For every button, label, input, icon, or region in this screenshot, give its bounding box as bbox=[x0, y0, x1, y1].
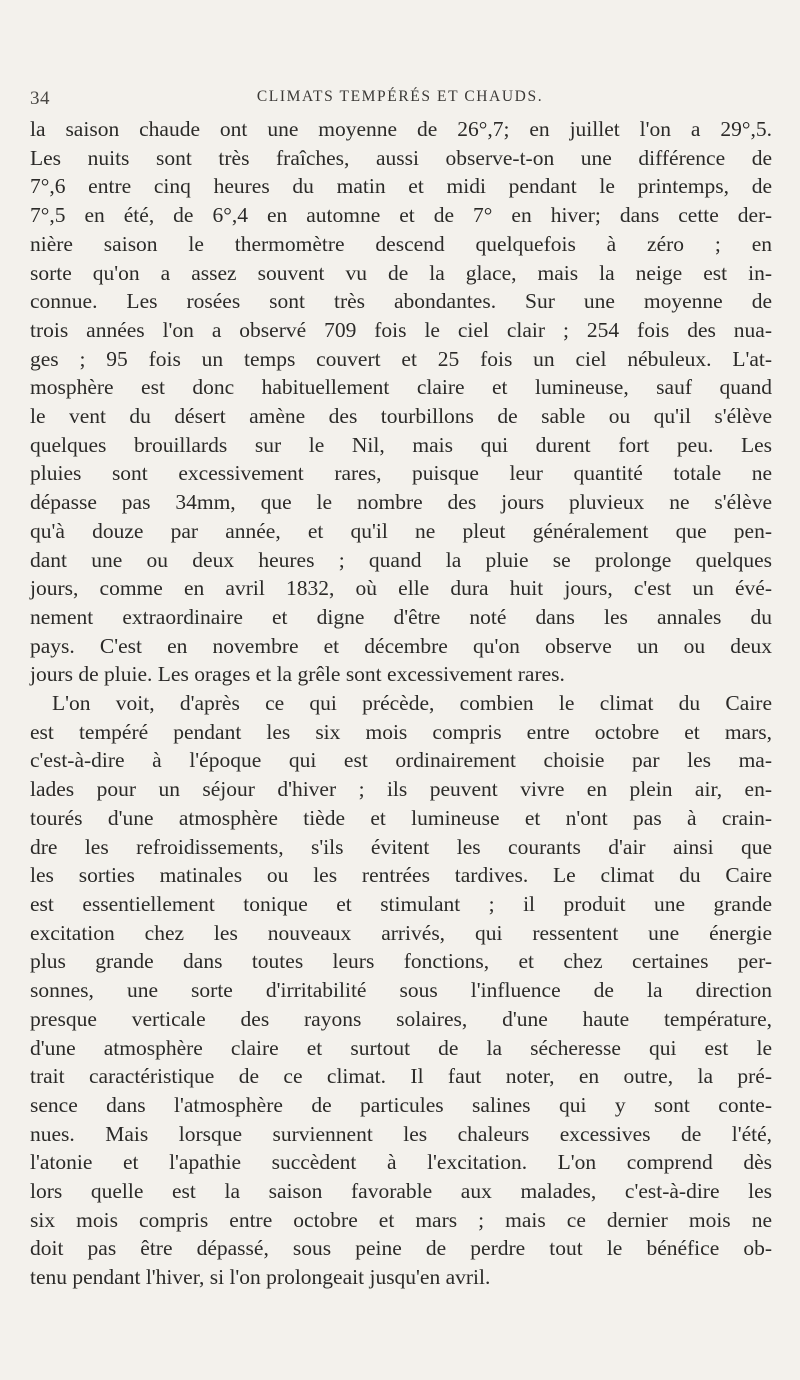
paragraph bbox=[30, 689, 772, 1292]
text-line: L'on voit, d'après ce qui précède, combien le climat du Caire bbox=[52, 691, 772, 716]
text-line: dépasse pas 34mm, que le nombre des jours pluvieux ne s'élève bbox=[30, 490, 772, 515]
text-line: pluies sont excessivement rares, puisque leur quantité totale ne bbox=[30, 461, 772, 486]
text-line: sonnes, une sorte d'irritabilité sous l'influence de la direction bbox=[30, 978, 772, 1003]
text-line: tenu pendant l'hiver, si l'on prolongeait jusqu'en avril. bbox=[30, 1265, 491, 1290]
text-line: sence dans l'atmosphère de particules salines qui y sont conte- bbox=[30, 1092, 772, 1117]
text-line: quelques brouillards sur le Nil, mais qui durent fort peu. Les bbox=[30, 432, 772, 457]
text-line: dant une ou deux heures ; quand la pluie se prolonge quelques bbox=[30, 547, 772, 572]
text-line: nière saison le thermomètre descend quelquefois à zéro ; en bbox=[30, 231, 772, 256]
text-line: 7°,5 en été, de 6°,4 en automne et de 7° en hiver; dans cette der- bbox=[30, 203, 772, 228]
text-line: nues. Mais lorsque surviennent les chaleurs excessives de l'été, bbox=[30, 1121, 772, 1146]
text-line: presque verticale des rayons solaires, d'une haute température, bbox=[30, 1006, 772, 1031]
text-line: jours de pluie. Les orages et la grêle sont excessivement rares. bbox=[30, 662, 565, 687]
text-line: qu'à douze par année, et qu'il ne pleut généralement que pen- bbox=[30, 518, 772, 543]
text-line: la saison chaude ont une moyenne de 26°,7; en juillet l'on a 29°,5. bbox=[30, 117, 772, 141]
text-line: sorte qu'on a assez souvent vu de la glace, mais la neige est in- bbox=[30, 260, 772, 285]
running-title: CLIMATS TEMPÉRÉS ET CHAUDS. bbox=[256, 88, 544, 105]
text-line: connue. Les rosées sont très abondantes. Sur une moyenne de bbox=[30, 289, 772, 314]
text-line: plus grande dans toutes leurs fonctions, et chez certaines per- bbox=[30, 949, 772, 974]
text-line: doit pas être dépassé, sous peine de perdre tout le bénéfice ob- bbox=[30, 1236, 772, 1261]
text-line: trait caractéristique de ce climat. Il faut noter, en outre, la pré- bbox=[30, 1064, 772, 1089]
text-line: nement extraordinaire et digne d'être noté dans les annales du bbox=[30, 604, 772, 629]
text-line: ges ; 95 fois un temps couvert et 25 fois un ciel nébuleux. L'at- bbox=[30, 346, 772, 371]
text-line: excitation chez les nouveaux arrivés, qui ressentent une énergie bbox=[30, 920, 772, 945]
text-line: l'atonie et l'apathie succèdent à l'excitation. L'on comprend dès bbox=[30, 1150, 772, 1175]
text-line: dre les refroidissements, s'ils évitent les courants d'air ainsi que bbox=[30, 834, 772, 859]
text-line: pays. C'est en novembre et décembre qu'on observe un ou deux bbox=[30, 633, 772, 658]
text-line: jours, comme en avril 1832, où elle dura huit jours, c'est un évé- bbox=[30, 576, 772, 601]
text-line: mosphère est donc habituellement claire et lumineuse, sauf quand bbox=[30, 375, 772, 400]
text-line: le vent du désert amène des tourbillons de sable ou qu'il s'élève bbox=[30, 404, 772, 429]
text-line: lors quelle est la saison favorable aux malades, c'est-à-dire les bbox=[30, 1179, 772, 1204]
body-text bbox=[30, 115, 772, 1292]
running-head bbox=[30, 88, 632, 116]
text-line: tourés d'une atmosphère tiède et lumineuse et n'ont pas à crain- bbox=[30, 805, 772, 830]
text-line: Les nuits sont très fraîches, aussi observe-t-on une différence de bbox=[30, 145, 772, 170]
text-line: trois années l'on a observé 709 fois le ciel clair ; 254 fois des nua- bbox=[30, 317, 772, 342]
text-line: six mois compris entre octobre et mars ; mais ce dernier mois ne bbox=[30, 1207, 772, 1232]
paragraph bbox=[30, 115, 772, 689]
text-line: les sorties matinales ou les rentrées tardives. Le climat du Caire bbox=[30, 863, 772, 888]
text-line: 7°,6 entre cinq heures du matin et midi pendant le printemps, de bbox=[30, 174, 772, 199]
text-line: d'une atmosphère claire et surtout de la sécheresse qui est le bbox=[30, 1035, 772, 1060]
text-line: est essentiellement tonique et stimulant ; il produit une grande bbox=[30, 891, 772, 916]
text-line: c'est-à-dire à l'époque qui est ordinairement choisie par les ma- bbox=[30, 748, 772, 773]
text-line: lades pour un séjour d'hiver ; ils peuvent vivre en plein air, en- bbox=[30, 777, 772, 802]
text-line: est tempéré pendant les six mois compris entre octobre et mars, bbox=[30, 719, 772, 744]
page-number: 34 bbox=[30, 88, 50, 109]
